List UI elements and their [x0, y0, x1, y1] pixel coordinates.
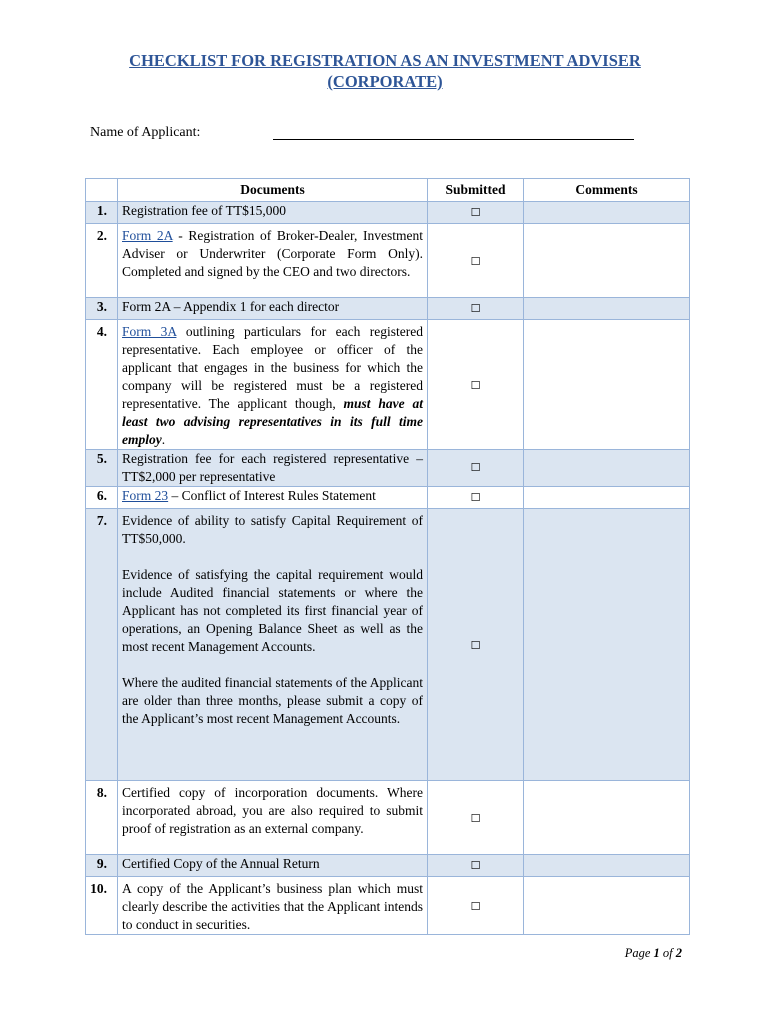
row-number: 10.	[86, 877, 118, 935]
row-number: 7.	[86, 509, 118, 781]
row-document-text: outlining particulars for each registered representative. Each employee or officer of the applicant that engages in the business for which the company will be registered must be a registered representative. The applicant though,	[122, 324, 423, 411]
page-number	[625, 946, 682, 961]
row-document	[118, 487, 428, 509]
row-number: 6.	[86, 487, 118, 509]
header-number	[86, 179, 118, 202]
submitted-checkbox[interactable]: ☐	[428, 877, 524, 935]
table-row	[86, 298, 690, 320]
row-number: 8.	[86, 781, 118, 855]
table-row	[86, 224, 690, 298]
table-row	[86, 781, 690, 855]
page-number-separator: of	[659, 946, 676, 960]
row-document: A copy of the Applicant’s business plan which must clearly describe the activities that the Applicant intends to conduct in securities.	[118, 877, 428, 935]
table-row	[86, 487, 690, 509]
applicant-name-label: Name of Applicant:	[90, 125, 201, 140]
comments-cell[interactable]	[524, 202, 690, 224]
submitted-checkbox[interactable]: ☐	[428, 320, 524, 450]
submitted-checkbox[interactable]: ☐	[428, 781, 524, 855]
submitted-checkbox[interactable]: ☐	[428, 224, 524, 298]
row-document	[118, 224, 428, 298]
submitted-checkbox[interactable]: ☐	[428, 487, 524, 509]
comments-cell[interactable]	[524, 450, 690, 487]
applicant-name-field[interactable]	[273, 139, 634, 140]
submitted-checkbox[interactable]: ☐	[428, 202, 524, 224]
header-comments: Comments	[524, 179, 690, 202]
row-document-tail: .	[161, 432, 166, 447]
row-number: 3.	[86, 298, 118, 320]
row-document: Registration fee for each registered representative – TT$2,000 per representative	[118, 450, 428, 487]
table-row	[86, 202, 690, 224]
comments-cell[interactable]	[524, 509, 690, 781]
page-number-current: 1	[653, 946, 660, 960]
comments-cell[interactable]	[524, 855, 690, 877]
header-documents: Documents	[118, 179, 428, 202]
row-document: Form 2A – Appendix 1 for each director	[118, 298, 428, 320]
table-row	[86, 509, 690, 781]
comments-cell[interactable]	[524, 298, 690, 320]
page-number-total: 2	[675, 946, 682, 960]
comments-cell[interactable]	[524, 781, 690, 855]
row-document: Certified copy of incorporation documents. Where incorporated abroad, you are also required to submit proof of registration as an external company.	[118, 781, 428, 855]
submitted-checkbox[interactable]: ☐	[428, 855, 524, 877]
header-submitted: Submitted	[428, 179, 524, 202]
form-23-link[interactable]: Form 23	[122, 488, 169, 503]
row-document-text: - Registration of Broker-Dealer, Investment Adviser or Underwriter (Corporate Form Only). Completed and signed by the CEO and two directors.	[122, 228, 423, 279]
table-row	[86, 877, 690, 935]
submitted-checkbox[interactable]: ☐	[428, 509, 524, 781]
row-number: 4.	[86, 320, 118, 450]
title-line-1: CHECKLIST FOR REGISTRATION AS AN INVESTMENT ADVISER	[129, 51, 641, 70]
row-document: Certified Copy of the Annual Return	[118, 855, 428, 877]
submitted-checkbox[interactable]: ☐	[428, 298, 524, 320]
row-document-text: – Conflict of Interest Rules Statement	[168, 488, 376, 503]
row-document-paragraph: Where the audited financial statements of the Applicant are older than three months, please submit a copy of the Applicant’s most recent Management Accounts.	[122, 675, 423, 726]
comments-cell[interactable]	[524, 877, 690, 935]
row-document-paragraph: Evidence of satisfying the capital requirement would include Audited financial statements or where the Applicant has not completed its first financial year of operations, an Opening Balance Sheet as well as the most recent Management Accounts.	[122, 567, 423, 654]
form-3a-link[interactable]: Form 3A	[122, 324, 177, 339]
comments-cell[interactable]	[524, 224, 690, 298]
row-document	[118, 509, 428, 781]
table-header-row	[86, 179, 690, 202]
row-document: Registration fee of TT$15,000	[118, 202, 428, 224]
title-line-2: (CORPORATE)	[327, 72, 443, 91]
row-document-paragraph: Evidence of ability to satisfy Capital Requirement of TT$50,000.	[122, 513, 423, 546]
row-document-emphasis: must have at least two advising representatives in its full time employ	[122, 396, 423, 447]
comments-cell[interactable]	[524, 320, 690, 450]
submitted-checkbox[interactable]: ☐	[428, 450, 524, 487]
checklist-table	[85, 178, 690, 935]
row-number: 1.	[86, 202, 118, 224]
page-title	[0, 50, 770, 92]
table-row	[86, 855, 690, 877]
row-number: 5.	[86, 450, 118, 487]
row-document	[118, 320, 428, 450]
comments-cell[interactable]	[524, 487, 690, 509]
row-number: 9.	[86, 855, 118, 877]
row-number: 2.	[86, 224, 118, 298]
table-row	[86, 320, 690, 450]
table-row	[86, 450, 690, 487]
page-number-prefix: Page	[624, 946, 654, 960]
form-2a-link[interactable]: Form 2A	[122, 228, 173, 243]
